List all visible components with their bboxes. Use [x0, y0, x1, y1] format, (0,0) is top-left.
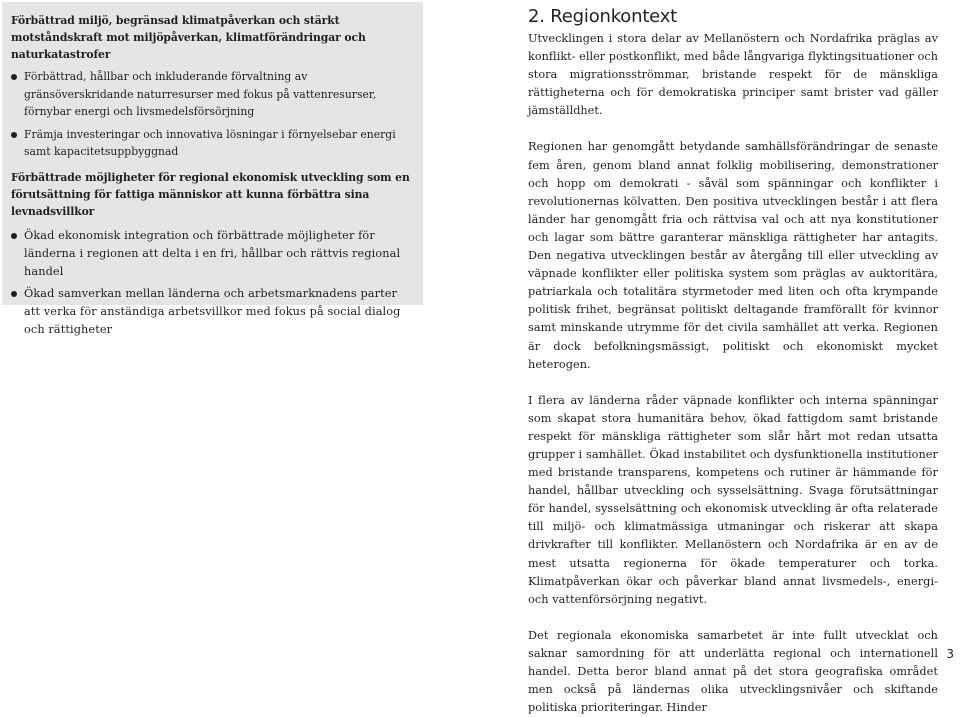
goal-list-environment [11, 68, 415, 161]
intro-paragraph: Utvecklingen i stora delar av Mellanöstern och Nordafrika präglas av konflikt- eller postkonflikt, med både långvariga flyktingsituationer och stora migrationsströmmar, bristande respekt för de mänskliga rättigheterna och för demokratiska principer samt brister vad gäller jämställdhet. [528, 32, 938, 118]
body-paragraph: Det regionala ekonomiska samarbetet är inte fullt utvecklat och saknar samordning för att underlätta regional och internationell handel. Detta beror bland annat på det stora geografiska området men också på ländernas olika utvecklingsnivåer och skiftande politiska prioriteringar. Hinder [528, 628, 938, 715]
page-number: 3 [946, 647, 954, 661]
goal-list-economic [11, 227, 415, 339]
list-item: Främja investeringar och innovativa lösningar i förnyelsebar energi samt kapacitetsuppbyggnad [11, 126, 415, 161]
goal-heading-economic: Förbättrade möjligheter för regional ekonomisk utveckling som en förutsättning för fattiga människor att kunna förbättra sina levnadsvillkor [11, 170, 410, 218]
list-item: Förbättrad, hållbar och inkluderande förvaltning av gränsöverskridande naturresurser med fokus på vattenresurser, förnybar energi och livsmedelsförsörjning [11, 68, 415, 121]
body-paragraph: I flera av länderna råder väpnade konflikter och interna spänningar som skapat stora humanitära behov, ökad fattigdom samt bristande respekt för mänskliga rättigheter som slår hårt mot redan utsatta grupper i samhället. Ökad instabilitet och dysfunktionella institutioner med bristande transparens, kompetens och rutiner är hämmande för handel, hållbar utveckling och sysselsättning. Svaga förutsättningar för handel, sysselsättning och ekonomisk utveckling är ofta relaterade till miljö- och klimatmässiga utmaningar och riskerar att skapa drivkrafter till konflikter. Mellanöstern och Nordafrika är en av de mest utsatta regionerna för ökade temperaturer och torka. Klimatpåverkan ökar och påverkar bland annat livsmedels-, energi- och vattenförsörjning negativt. [528, 393, 938, 606]
body-paragraph: Regionen har genomgått betydande samhällsförändringar de senaste fem åren, genom bland annat folklig mobilisering, demonstrationer och hopp om demokrati - såväl som spänningar och konflikter i revolutionernas kölvatten. Den positiva utvecklingen består i att flera länder har genomgått fria och rättvisa val och att nya konstitutioner och lagar som bättre garanterar mänskliga rättigheter har antagits. Den negativa utvecklingen består av återgång till eller utveckling av väpnade konflikter eller politiska system som präglas av auktoritära, patriarkala och totalitära styrmetoder med liten och ofta krympande politisk frihet, begränsat politiskt deltagande framförallt för kvinnor samt minskande utrymme för det civila samhället att verka. Regionen är dock befolkningsmässigt, politiskt och ekonomiskt mycket heterogen. [528, 140, 938, 371]
section-title: 2. Regionkontext [528, 6, 678, 27]
goals-box [2, 2, 423, 336]
main-column [528, 4, 938, 717]
list-item: Ökad samverkan mellan länderna och arbetsmarknadens parter att verka för anständiga arbetsvillkor med fokus på social dialog och rättigheter [11, 285, 415, 338]
goal-heading-environment: Förbättrad miljö, begränsad klimatpåverkan och stärkt motståndskraft mot miljöpåverkan, klimatförändringar och naturkatastrofer [11, 14, 366, 61]
list-item: Ökad ekonomisk integration och förbättrade möjligheter för länderna i regionen att delta i en fri, hållbar och rättvis regional handel [11, 227, 415, 280]
